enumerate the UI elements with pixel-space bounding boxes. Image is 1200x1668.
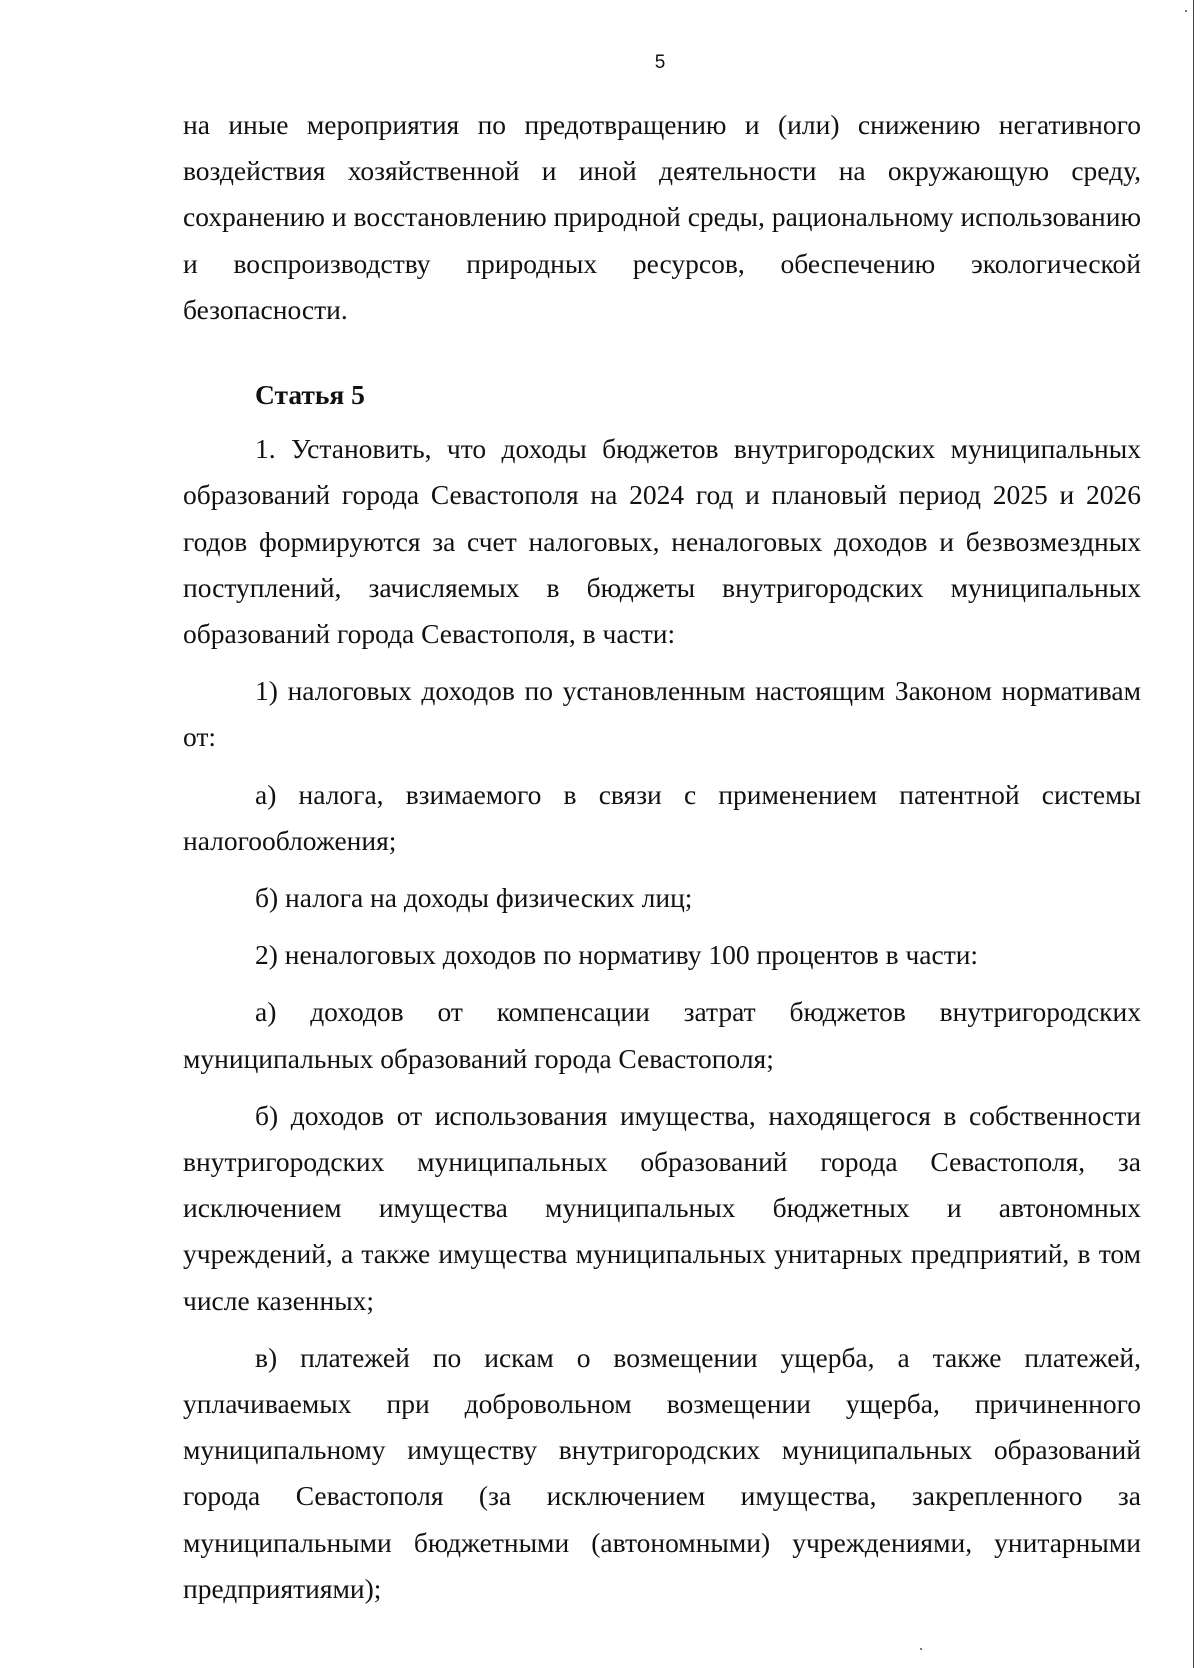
intro-paragraph: на иные мероприятия по предотвращению и (или) снижению негативного воздействия хозяйственной и иной деятельности на окружающую среду, сохранению и восстановлению природной среды, рациональному использованию и воспроизводству природных ресурсов, обеспечению экологической безопасности. (183, 109, 1141, 325)
paragraph-article5-clause1: 1. Установить, что доходы бюджетов внутригородских муниципальных образований города Севастополя на 2024 год и плановый период 2025 и 2026 годов формируются за счет налоговых, неналоговых доходов и безвозмездных поступлений, зачисляемых в бюджеты внутригородских муниципальных образований города Севастополя, в части: (183, 433, 1141, 650)
scan-speck (920, 1648, 922, 1650)
paragraph-non-tax-revenues: 2) неналоговых доходов по нормативу 100 процентов в части: (255, 939, 979, 971)
scan-edge-line (1193, 0, 1194, 1668)
page-number: 5 (654, 52, 666, 73)
document-body (183, 102, 1141, 1612)
paragraph-tax-revenues: 1) налоговых доходов по установленным настоящим Законом нормативам от: (183, 675, 1141, 753)
article-heading: Статья 5 (255, 379, 365, 411)
paragraph-cost-compensation: а) доходов от компенсации затрат бюджетов внутригородских муниципальных образований города Севастополя; (183, 996, 1141, 1074)
scan-speck (1185, 10, 1187, 12)
paragraph-patent-tax: а) налога, взимаемого в связи с применением патентной системы налогообложения; (183, 778, 1141, 856)
paragraph-income-tax: б) налога на доходы физических лиц; (255, 882, 693, 914)
paragraph-property-use: б) доходов от использования имущества, находящегося в собственности внутригородских муниципальных образований города Севастополя, за исключением имущества муниципальных бюджетных и автономных учреждений, а также имущества муниципальных унитарных предприятий, в том числе казенных; (183, 1099, 1141, 1316)
paragraph-damage-payments: в) платежей по искам о возмещении ущерба, а также платежей, уплачиваемых при добровольном возмещении ущерба, причиненного муниципальному имуществу внутригородских муниципальных образований города Севастополя (за исключением имущества, закрепленного за муниципальными бюджетными (автономными) учреждениями, унитарными предприятиями); (183, 1341, 1141, 1604)
